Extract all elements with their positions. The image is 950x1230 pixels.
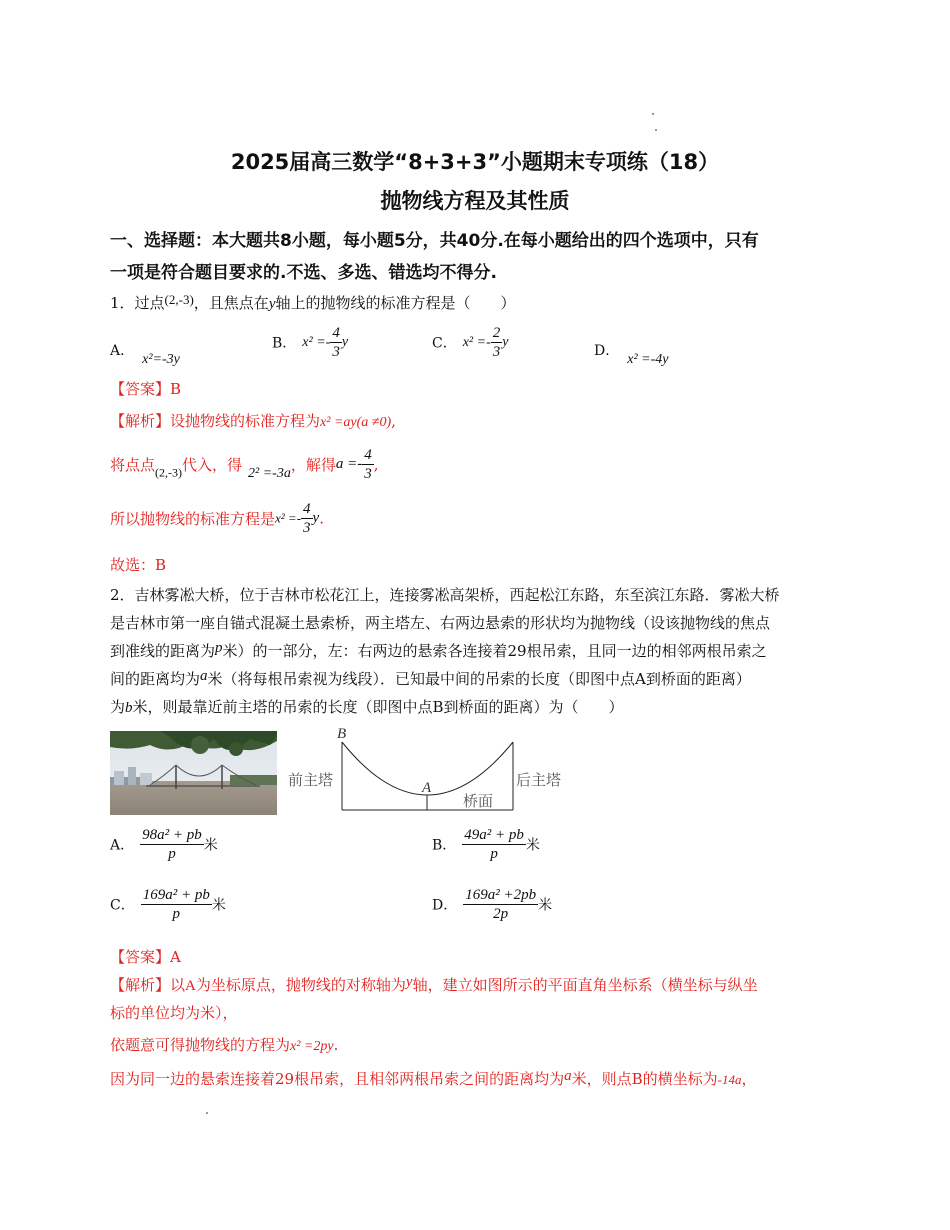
question-2-line4: 间的距离均为a米（将每根吊索视为线段）．已知最中间的吊索的长度（即图中点A到桥面的距离） bbox=[110, 668, 751, 688]
q2-answer: 【答案】A bbox=[110, 948, 181, 966]
q1-analysis-1: 【解析】设抛物线的标准方程为x² =ay(a ≠0), bbox=[110, 412, 396, 430]
q1-option-c[interactable]: C． x² =- $\frac{2}{3}$ y bbox=[432, 325, 509, 360]
section-header-line2: 一项是符合题目要求的.不选、多选、错选均不得分. bbox=[110, 263, 497, 283]
artifact-dot bbox=[206, 1112, 208, 1114]
question-2-line1: 2．吉林雾凇大桥，位于吉林市松花江上，连接雾凇高架桥，西起松江东路，东至滨江东路．雾凇大桥 bbox=[110, 586, 780, 604]
q1-conclusion: 故选：B bbox=[110, 556, 167, 574]
bridge-photo bbox=[110, 731, 277, 815]
q2-analysis-2: 标的单位均为米）， bbox=[110, 1004, 238, 1022]
artifact-dot bbox=[655, 129, 657, 131]
q2-option-c[interactable]: C． $\frac{\text{169a² + pb}}{p}$ 米 bbox=[110, 887, 226, 922]
back-tower-label: 后主塔 bbox=[516, 771, 562, 789]
q1-analysis-3: 所以抛物线的标准方程是x² =- $\frac{4}{3}$ y. bbox=[110, 501, 324, 536]
page-subtitle: 抛物线方程及其性质 bbox=[380, 189, 570, 213]
q1-answer: 【答案】B bbox=[110, 380, 182, 398]
q2-option-d[interactable]: D． $\frac{\text{169a² +2pb}}{2p}$ 米 bbox=[432, 887, 553, 922]
front-tower-label: 前主塔 bbox=[288, 771, 334, 789]
point-a-label: A bbox=[422, 780, 432, 796]
bridge-diagram bbox=[285, 728, 585, 818]
q2-analysis-3: 依题意可得抛物线的方程为x² =2py. bbox=[110, 1036, 339, 1054]
question-2-line3: 到准线的距离为p米）的一部分，左：右两边的悬索各连接着29根吊索，且同一边的相邻两根吊索之 bbox=[110, 640, 767, 660]
q1-option-b[interactable]: B． x² =- $\frac{4}{3}$ y bbox=[272, 325, 349, 360]
q1-option-d[interactable]: D．x² =-4y bbox=[594, 343, 669, 367]
section-header-line1: 一、选择题：本大题共8小题，每小题5分，共40分.在每小题给出的四个选项中，只有 bbox=[110, 231, 759, 251]
deck-label: 桥面 bbox=[463, 792, 494, 810]
q2-analysis-1: 【解析】以A为坐标原点，抛物线的对称轴为y轴，建立如图所示的平面直角坐标系（横坐标与纵坐 bbox=[110, 974, 758, 994]
artifact-dot bbox=[652, 113, 654, 115]
question-2-line2: 是吉林市第一座自锚式混凝土悬索桥，两主塔左、右两边悬索的形状均为抛物线（设该抛物线的焦点 bbox=[110, 614, 771, 632]
q2-option-a[interactable]: A． $\frac{\text{98a² + pb}}{p}$ 米 bbox=[110, 827, 218, 862]
question-1-stem: 1．过点(2,-3)，且焦点在y轴上的抛物线的标准方程是（ ） bbox=[110, 292, 516, 312]
q1-analysis-2: 将点点$_{(2,-3)}$代入，得 2² =-3a，解得a =- $\frac{4}{3}$ , bbox=[110, 447, 379, 482]
page-title: 2025届高三数学“8+3+3”小题期末专项练（18） bbox=[230, 150, 720, 174]
q1-option-a[interactable]: A．x²=-3y bbox=[110, 343, 180, 367]
q2-analysis-4: 因为同一边的悬索连接着29根吊索，且相邻两根吊索之间的距离均为a米，则点B的横坐标为-14a， bbox=[110, 1068, 757, 1088]
q2-option-b[interactable]: B． $\frac{\text{49a² + pb}}{p}$ 米 bbox=[432, 827, 540, 862]
question-2-line5: 为b米，则最靠近前主塔的吊索的长度（即图中点B到桥面的距离）为（ ） bbox=[110, 698, 624, 716]
point-b-label: B bbox=[337, 728, 347, 742]
